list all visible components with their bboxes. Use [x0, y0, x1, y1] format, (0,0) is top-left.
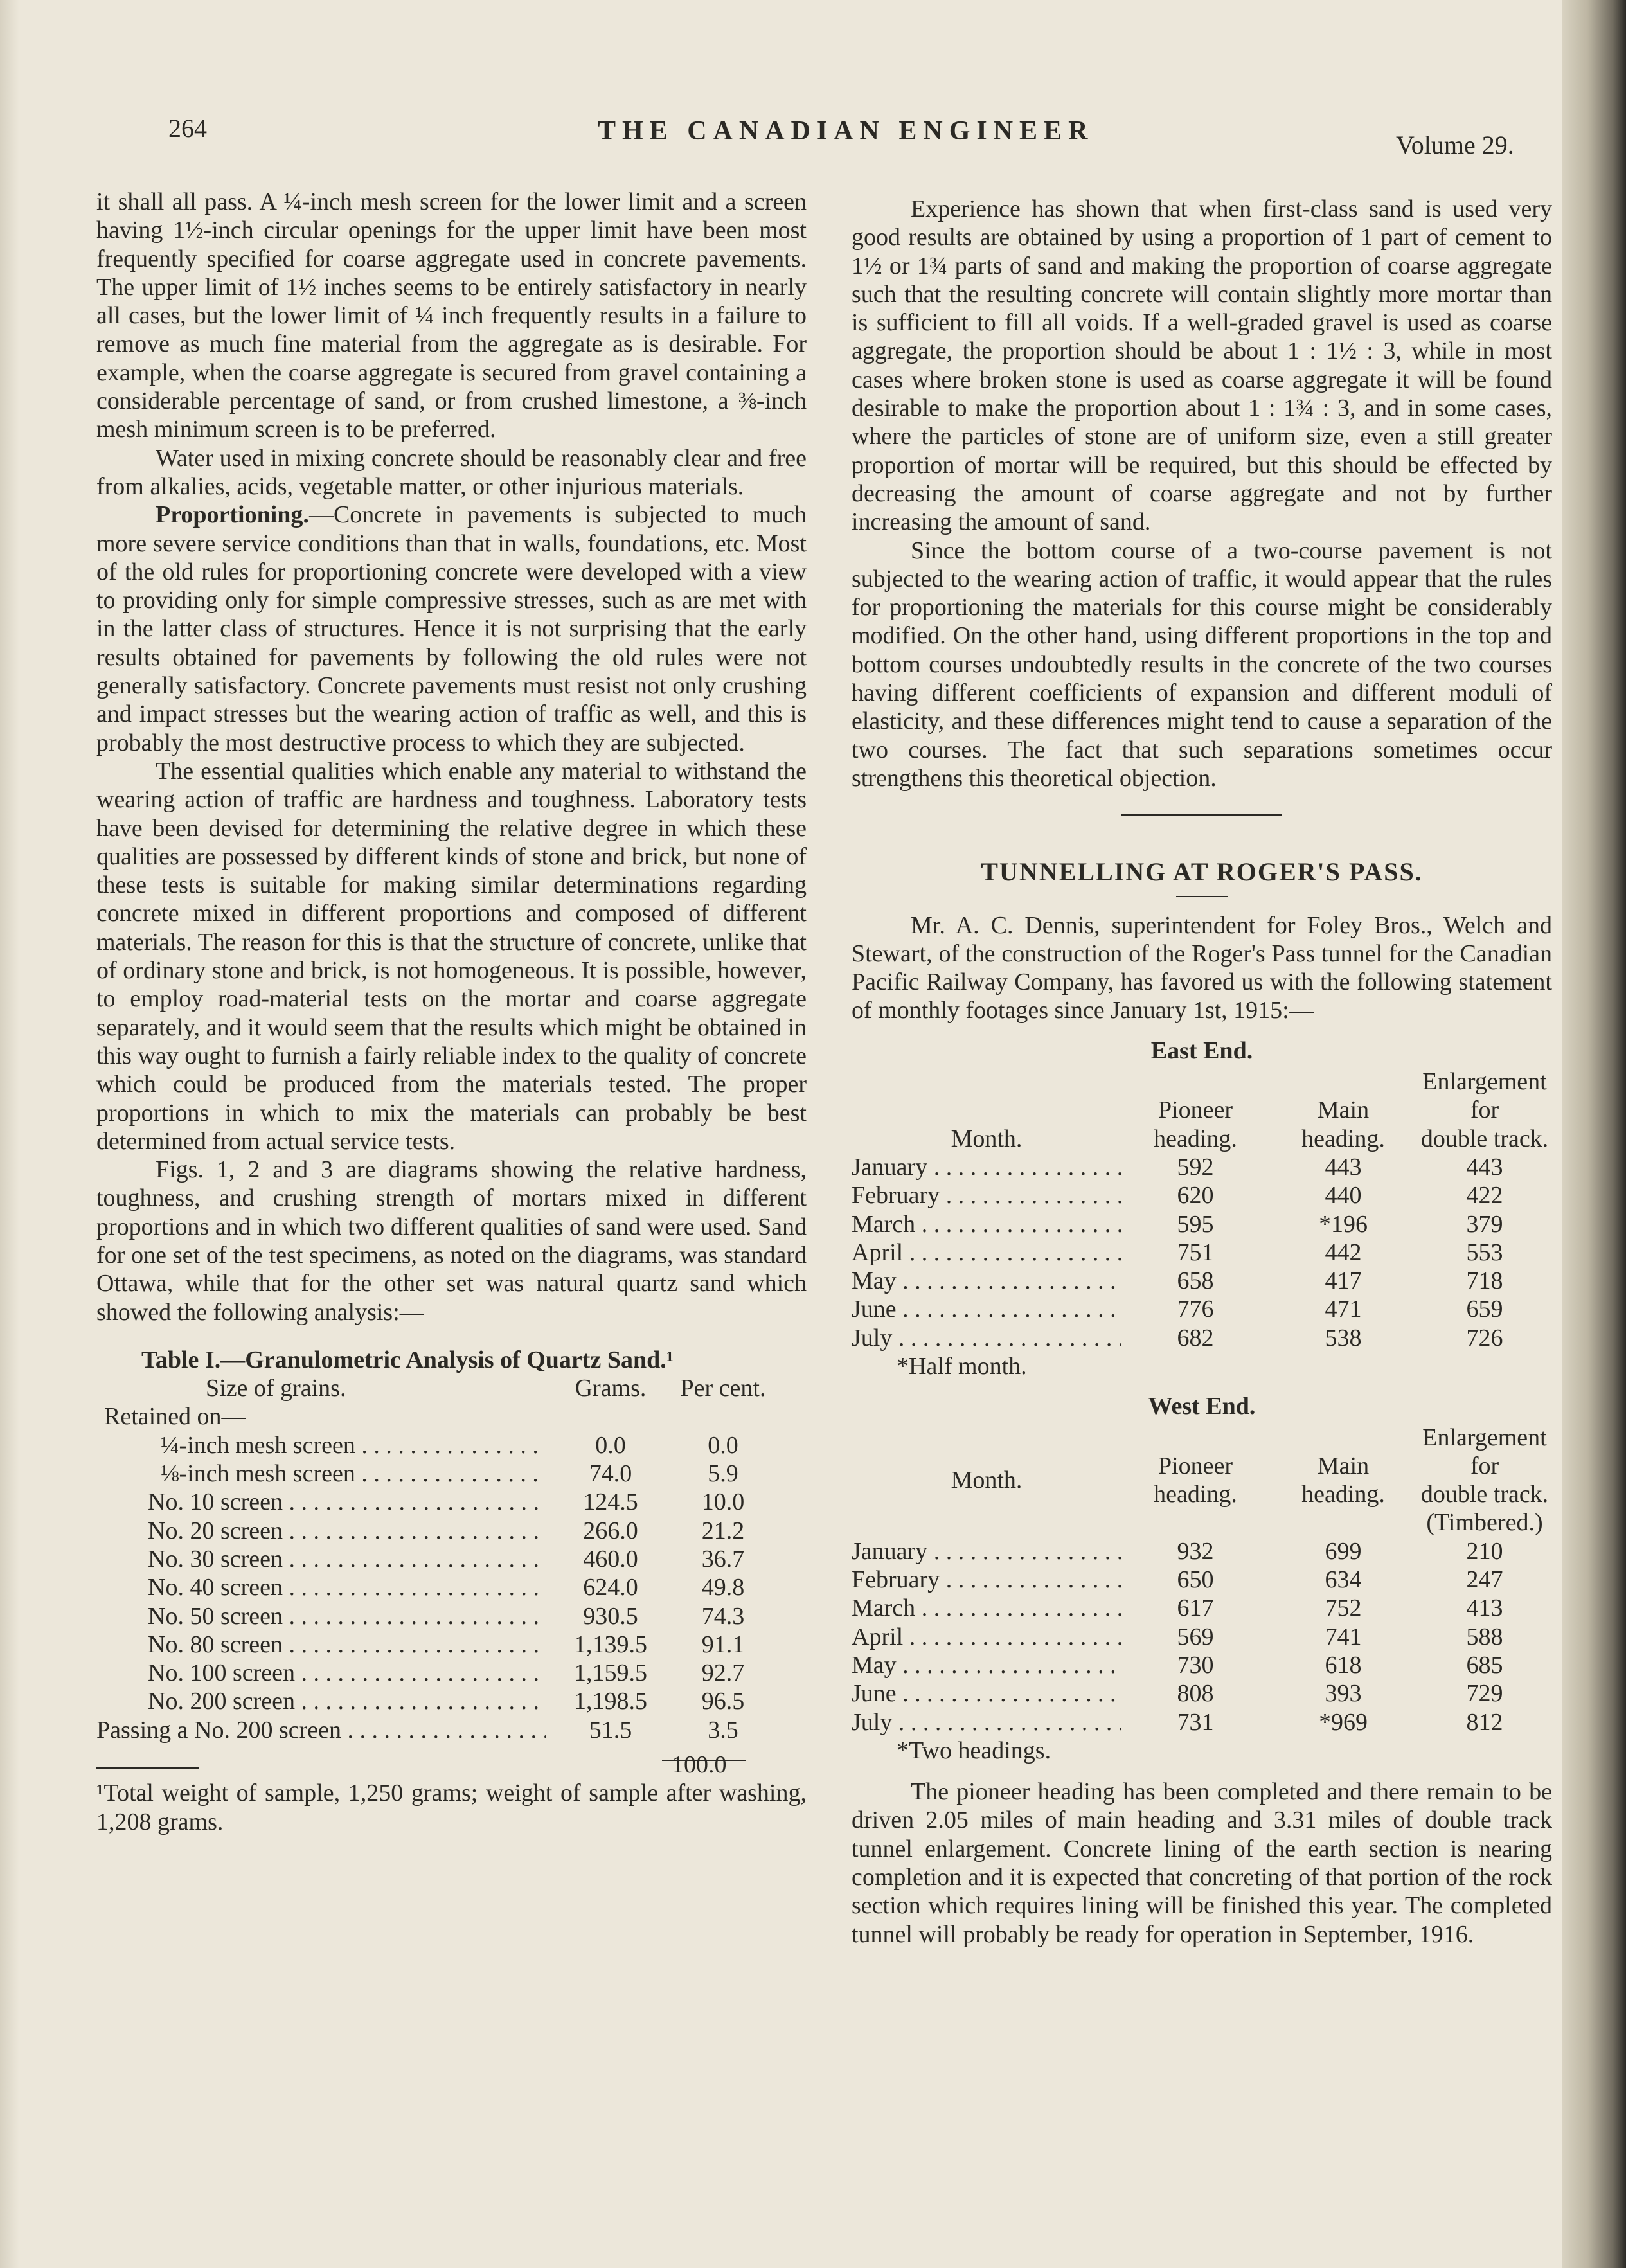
month-cell: May . . .	[852, 1267, 1121, 1295]
table-body	[96, 1431, 807, 1716]
page-left-edge	[0, 0, 19, 2268]
title-rule	[1176, 896, 1228, 897]
pioneer-cell: 731	[1177, 1708, 1214, 1736]
column-header: Main heading.	[1301, 1452, 1385, 1508]
percent-cell: 91.1	[701, 1630, 745, 1658]
table-row	[96, 1431, 807, 1460]
table-row	[96, 1460, 807, 1488]
percent-cell: 96.5	[701, 1688, 745, 1715]
pioneer-cell: 776	[1177, 1296, 1214, 1323]
table-row	[852, 1679, 1552, 1708]
column-header: Pioneer heading.	[1154, 1096, 1237, 1152]
paragraph: The pioneer heading has been completed and there remain to be driven 2.05 miles of main heading and 3.31 miles of double track tunnel enlargement. Concrete lining of the earth section is nearing completion and it is expected that concreting of that portion of the rock section which requires lining will be finished this year. The completed tunnel will probably be ready for operation in September, 1916.	[852, 1778, 1552, 1948]
enlargement-cell: 379	[1466, 1210, 1503, 1238]
month-cell: April . . .	[852, 1238, 1121, 1267]
table-row	[852, 1238, 1552, 1267]
enlargement-cell: 718	[1466, 1267, 1503, 1295]
main-cell: 752	[1325, 1594, 1362, 1622]
column-header: Per cent.	[680, 1375, 766, 1402]
row-label: No. 50 screen . . .	[96, 1602, 546, 1630]
main-cell: 443	[1325, 1153, 1362, 1181]
month-cell: April . . .	[852, 1623, 1121, 1651]
right-column	[852, 195, 1552, 1949]
table-label: Retained on—	[104, 1403, 246, 1431]
pioneer-cell: 932	[1177, 1537, 1214, 1565]
row-label: Passing a No. 200 screen . . .	[96, 1716, 546, 1744]
pioneer-cell: 650	[1177, 1566, 1214, 1594]
grams-cell: 266.0	[583, 1517, 638, 1544]
main-cell: 471	[1325, 1296, 1362, 1323]
month-cell: March . . .	[852, 1594, 1121, 1622]
pioneer-cell: 569	[1177, 1623, 1214, 1650]
enlargement-cell: 726	[1466, 1324, 1503, 1352]
row-label: No. 30 screen . . .	[96, 1545, 546, 1573]
column-header: Main heading.	[1301, 1096, 1385, 1152]
grams-cell: 1,139.5	[574, 1630, 647, 1658]
east-end-table	[852, 1067, 1552, 1380]
table-row	[96, 1602, 807, 1630]
pioneer-cell: 808	[1177, 1680, 1214, 1708]
table-row	[96, 1659, 807, 1687]
enlargement-cell: 422	[1466, 1182, 1503, 1210]
percent-cell: 3.5	[708, 1716, 738, 1744]
pioneer-cell: 592	[1177, 1153, 1214, 1181]
table-row	[852, 1295, 1552, 1323]
paragraph: Water used in mixing concrete should be reasonably clear and free from alkalies, acids, vegetable matter, or other injurious materials.	[96, 444, 807, 500]
table-row	[96, 1517, 807, 1545]
paragraph: Since the bottom course of a two-course pavement is not subjected to the wearing action of traffic, it would appear that the rules for proportioning the materials for this course might be considerably modified. On the other hand, using different proportions in the top and bottom courses undoubtedly results in the concrete of the two courses having different coefficients of expansion and different moduli of elasticity, and these differences might tend to cause a separation of the two courses. The fact that such separations sometimes occur strengthens this theoretical objection.	[852, 537, 1552, 792]
east-end-heading: East End.	[1150, 1037, 1253, 1064]
enlargement-cell: 659	[1466, 1296, 1503, 1323]
table-body	[852, 1537, 1552, 1737]
pioneer-cell: 730	[1177, 1651, 1214, 1679]
table-row	[96, 1687, 807, 1715]
west-end-heading: West End.	[1148, 1393, 1256, 1420]
paragraph-text: —Concrete in pavements is subjected to much more severe service conditions than that in walls, foundations, etc. Most of the old rules for proportioning concrete were developed with a view to providing only for simple compressive stresses, such as are met with in the latter class of structures. Hence it is not surprising that the early results obtained for pavements by following the old rules were not generally satisfactory. Concrete pavements must resist not only crushing and impact stresses but the wearing action of traffic as well, and this is probably the most destructive process to which they are subjected.	[96, 501, 807, 756]
table-title: Table I.—Granulometric Analysis of Quartz Sand.¹	[141, 1346, 674, 1373]
percent-cell: 36.7	[701, 1545, 745, 1573]
grams-cell: 1,198.5	[574, 1688, 647, 1715]
month-cell: March . . .	[852, 1210, 1121, 1238]
pioneer-cell: 620	[1177, 1182, 1214, 1210]
column-header: Month.	[951, 1125, 1023, 1152]
enlargement-cell: 210	[1466, 1537, 1503, 1565]
paragraph: The essential qualities which enable any material to withstand the wearing action of traffic are hardness and toughness. Laboratory tests have been devised for determining the relative degree in which these qualities are possessed by different kinds of stone and brick, but none of these tests is suitable for making similar determinations regarding concrete mixed in different proportions and composed of different materials. The reason for this is that the structure of concrete, unlike that of ordinary stone and brick, is not homogeneous. It is possible, however, to employ road-material tests on the mortar and coarse aggregate separately, and it would seem that the results which might be obtained in this way ought to furnish a fairly reliable index to the quality of concrete which could be produced from the materials tested. The proper proportions in which to mix the materials can probably be best determined from actual service tests.	[96, 757, 807, 1155]
percent-cell: 92.7	[701, 1659, 745, 1687]
table-row	[852, 1566, 1552, 1594]
left-column	[96, 188, 807, 1836]
pioneer-cell: 682	[1177, 1324, 1214, 1352]
table-row	[96, 1573, 807, 1602]
grams-cell: 124.5	[583, 1488, 638, 1516]
run-in-heading: Proportioning.	[156, 501, 309, 529]
row-label: No. 80 screen . . .	[96, 1630, 546, 1659]
main-cell: *196	[1319, 1210, 1368, 1238]
month-cell: February . . .	[852, 1566, 1121, 1594]
table-row	[96, 1402, 807, 1431]
main-cell: 741	[1325, 1623, 1362, 1650]
column-header: Enlargement for double track.	[1420, 1068, 1549, 1152]
month-cell: January . . .	[852, 1537, 1121, 1566]
table-row	[96, 1630, 807, 1659]
journal-title: THE CANADIAN ENGINEER	[598, 116, 1094, 146]
west-end-table	[852, 1424, 1552, 1765]
pioneer-cell: 617	[1177, 1594, 1214, 1622]
main-cell: 442	[1325, 1238, 1362, 1266]
grams-cell: 0.0	[595, 1431, 626, 1459]
main-cell: 634	[1325, 1566, 1362, 1594]
table-note: *Two headings.	[897, 1737, 1051, 1764]
table-row	[852, 1210, 1552, 1238]
column-header: Pioneer heading.	[1154, 1452, 1237, 1508]
enlargement-cell: 413	[1466, 1594, 1503, 1622]
column-header: Grams.	[575, 1375, 647, 1402]
paragraph	[96, 501, 807, 757]
row-label: No. 10 screen . . .	[96, 1488, 546, 1516]
main-cell: 618	[1325, 1651, 1362, 1679]
main-cell: 699	[1325, 1537, 1362, 1565]
month-cell: July . . .	[852, 1708, 1121, 1737]
grams-cell: 74.0	[589, 1460, 632, 1488]
page-number: 264	[168, 114, 207, 143]
percent-cell: 21.2	[701, 1517, 745, 1544]
month-cell: January . . .	[852, 1153, 1121, 1181]
table-header	[96, 1374, 807, 1402]
table-row	[852, 1708, 1552, 1737]
month-cell: May . . .	[852, 1651, 1121, 1679]
table-row	[852, 1651, 1552, 1679]
column-header: Enlargement for double track. (Timbered.)	[1420, 1424, 1549, 1537]
table-row	[852, 1153, 1552, 1181]
table-header	[852, 1067, 1552, 1153]
table-row	[96, 1545, 807, 1573]
enlargement-cell: 588	[1466, 1623, 1503, 1650]
month-cell: June . . .	[852, 1295, 1121, 1323]
table-body	[852, 1153, 1552, 1352]
percent-cell: 0.0	[708, 1431, 738, 1459]
volume-label: Volume 29.	[1396, 130, 1514, 159]
enlargement-cell: 553	[1466, 1238, 1503, 1266]
enlargement-cell: 443	[1466, 1153, 1503, 1181]
row-label: No. 40 screen . . .	[96, 1573, 546, 1602]
paragraph: Figs. 1, 2 and 3 are diagrams showing the relative hardness, toughness, and crushing strength of mortars mixed in different proportions and in which two different qualities of sand were used. Sand for one set of the test specimens, as noted on the diagrams, was standard Ottawa, while that for the other set was natural quartz sand which showed the following analysis:—	[96, 1156, 807, 1326]
main-cell: 538	[1325, 1324, 1362, 1352]
table-row	[852, 1537, 1552, 1566]
grams-cell: 51.5	[589, 1716, 632, 1744]
column-header: Month.	[951, 1467, 1023, 1494]
table-row	[852, 1594, 1552, 1622]
table-row	[852, 1267, 1552, 1295]
percent-cell: 49.8	[701, 1574, 745, 1602]
grams-cell: 460.0	[583, 1545, 638, 1573]
row-label: No. 20 screen . . .	[96, 1517, 546, 1545]
main-cell: 393	[1325, 1680, 1362, 1708]
footnote: ¹Total weight of sample, 1,250 grams; weight of sample after washing, 1,208 grams.	[96, 1780, 807, 1835]
main-cell: 417	[1325, 1267, 1362, 1295]
grams-cell: 930.5	[583, 1602, 638, 1630]
grams-cell: 1,159.5	[574, 1659, 647, 1687]
row-label: No. 200 screen . . .	[96, 1687, 546, 1715]
section-divider	[1121, 814, 1282, 816]
row-label: ¼-inch mesh screen . . .	[96, 1431, 546, 1460]
month-cell: July . . .	[852, 1324, 1121, 1352]
percent-cell: 10.0	[701, 1488, 745, 1516]
column-header: Size of grains.	[206, 1375, 346, 1402]
table-note: *Half month.	[897, 1352, 1027, 1380]
table-row	[852, 1181, 1552, 1210]
paragraph: it shall all pass. A ¼-inch mesh screen for the lower limit and a screen having 1½-inch circular openings for the upper limit have been most frequently specified for coarse aggregate used in concrete pavements. The upper limit of 1½ inches seems to be entirely satisfactory in nearly all cases, but the lower limit of ¼ inch frequently results in a failure to remove as much fine material from the aggregate as is desirable. For example, when the coarse aggregate is secured from gravel containing a considerable percentage of sand, or from crushed limestone, a ⅜-inch mesh minimum screen is to be preferred.	[96, 188, 807, 443]
month-cell: June . . .	[852, 1679, 1121, 1708]
row-label: ⅛-inch mesh screen . . .	[96, 1460, 546, 1488]
grams-cell: 624.0	[583, 1574, 638, 1602]
pioneer-cell: 595	[1177, 1210, 1214, 1238]
table-total: 100.0	[672, 1751, 727, 1779]
enlargement-cell: 729	[1466, 1680, 1503, 1708]
pioneer-cell: 751	[1177, 1238, 1214, 1266]
table-row	[96, 1716, 807, 1744]
enlargement-cell: 812	[1466, 1708, 1503, 1736]
month-cell: February . . .	[852, 1181, 1121, 1210]
table-row	[852, 1623, 1552, 1651]
enlargement-cell: 247	[1466, 1566, 1503, 1594]
article-title: TUNNELLING AT ROGER'S PASS.	[981, 857, 1423, 887]
table-row	[852, 1324, 1552, 1352]
main-cell: *969	[1319, 1708, 1368, 1736]
table-row	[96, 1488, 807, 1516]
row-label: No. 100 screen . . .	[96, 1659, 546, 1687]
enlargement-cell: 685	[1466, 1651, 1503, 1679]
paragraph: Mr. A. C. Dennis, superintendent for Foley Bros., Welch and Stewart, of the construction of the Roger's Pass tunnel for the Canadian Pacific Railway Company, has favored us with the following statement of monthly footages since January 1st, 1915:—	[852, 911, 1552, 1024]
table-header	[852, 1424, 1552, 1537]
book-spine-shadow	[1562, 0, 1626, 2268]
paragraph: Experience has shown that when first-class sand is used very good results are obtained by using a proportion of 1 part of cement to 1½ or 1¾ parts of sand and making the proportion of coarse aggregate such that the resulting concrete will contain slightly more mortar than is sufficient to fill all voids. If a well-graded gravel is used as coarse aggregate, the proportion should be about 1 : 1½ : 3, while in most cases where broken stone is used as coarse aggregate it will be found desirable to make the proportion about 1 : 1¾ : 3, and in some cases, where the particles of stone are of uniform size, even a still greater proportion of mortar will be required, but this should be effected by decreasing the amount of coarse aggregate and not by further increasing the amount of sand.	[852, 195, 1552, 536]
main-cell: 440	[1325, 1182, 1362, 1210]
pioneer-cell: 658	[1177, 1267, 1214, 1295]
percent-cell: 74.3	[701, 1602, 745, 1630]
percent-cell: 5.9	[708, 1460, 738, 1488]
